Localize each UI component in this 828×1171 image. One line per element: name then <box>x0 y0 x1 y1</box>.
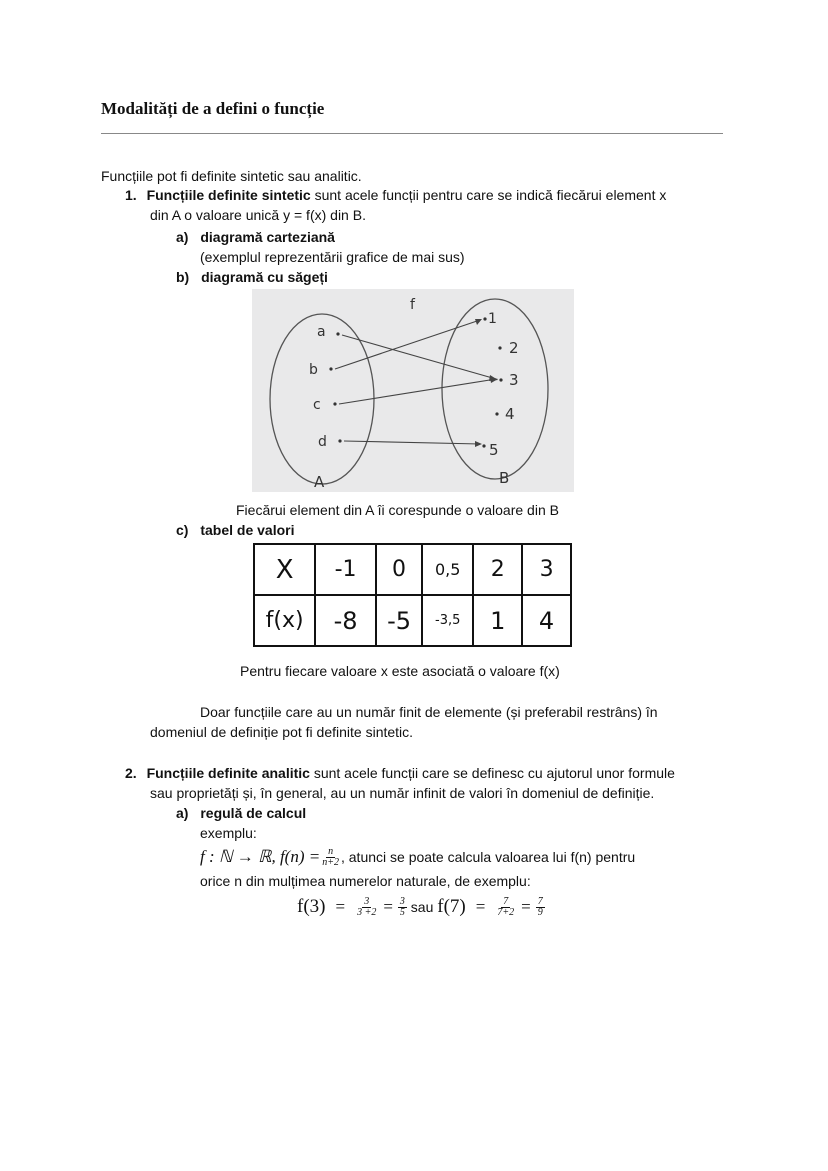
s1-a-label: a) <box>176 229 189 245</box>
arrow-b-1 <box>335 320 480 369</box>
s1-a-note: (exemplul reprezentării grafice de mai sus) <box>200 249 465 265</box>
element-a: a <box>317 324 326 340</box>
arrow-d-5 <box>344 441 480 444</box>
s1-a-title: diagramă carteziană <box>200 229 335 245</box>
element-c: c <box>313 397 321 413</box>
s2-a-title: regulă de calcul <box>200 805 307 821</box>
table-cell: -5 <box>376 595 422 646</box>
calc-eq: = <box>521 897 531 916</box>
s1-b-label: b) <box>176 269 190 285</box>
s2-a-heading <box>176 804 306 822</box>
s1-b-heading <box>176 268 328 286</box>
calc-eq: = <box>335 897 346 916</box>
element-4: 4 <box>505 405 515 423</box>
title-divider <box>101 133 723 134</box>
values-table <box>253 543 572 647</box>
s1-c-label: c) <box>176 522 189 538</box>
s1-a-heading <box>176 228 335 246</box>
formula-text: , atunci se poate calcula valoarea lui f(n) pentru <box>340 849 636 865</box>
s1-b-caption: Fiecărui element din A îi corespunde o valoare din B <box>236 502 559 518</box>
table-cell: 0 <box>376 544 422 595</box>
table-cell: -3,5 <box>422 595 473 646</box>
table-header-fx: f(x) <box>254 595 315 646</box>
calc-eq: = <box>475 897 486 916</box>
arrow-a-3 <box>342 335 496 379</box>
table-cell: -1 <box>315 544 376 595</box>
table-cell: 3 <box>522 544 571 595</box>
page-title: Modalități de a defini o funcție <box>101 99 325 118</box>
element-3: 3 <box>509 371 519 389</box>
s1-b-title: diagramă cu săgeți <box>201 269 328 285</box>
table-header-x: X <box>254 544 315 595</box>
formula-definition: f : ℕ → ℝ, f(n) = <box>200 847 321 866</box>
s1-para2: domeniul de definiție pot fi definite sintetic. <box>150 724 414 740</box>
section2-num: 2. <box>125 765 137 781</box>
arrow-c-3 <box>339 379 496 404</box>
section1-text1: sunt acele funcții pentru care se indică fiecărui element x <box>310 187 667 203</box>
section2-text2: sau proprietăți și, în general, au un număr infinit de valori în domeniul de definiție. <box>150 785 655 801</box>
calc-f3: f(3) <box>297 896 326 917</box>
table-row-fx <box>254 595 571 646</box>
set-a-label: A <box>314 473 325 491</box>
calc-sau: sau <box>406 899 438 915</box>
table-row-x <box>254 544 571 595</box>
element-b: b <box>309 362 318 378</box>
table-cell: 1 <box>473 595 522 646</box>
table-cell: 0,5 <box>422 544 473 595</box>
element-d: d <box>318 434 327 450</box>
section1-text2: din A o valoare unică y = f(x) din B. <box>150 207 366 223</box>
arrow-diagram <box>252 289 574 492</box>
section1-bold: Funcțiile definite sintetic <box>146 187 311 203</box>
s1-para1: Doar funcțiile care au un număr finit de elemente (și preferabil restrâns) în <box>200 704 658 720</box>
calc-frac-1: $\frac{3}{3 +2}$ <box>357 895 377 918</box>
s2-example-label: exemplu: <box>200 825 257 841</box>
calc-f7: f(7) <box>437 896 466 917</box>
calc-frac-3: $\frac{7}{7+2}$ <box>497 895 515 918</box>
table-cell: 2 <box>473 544 522 595</box>
section2-bold: Funcțiile definite analitic <box>146 765 310 781</box>
table-cell: -8 <box>315 595 376 646</box>
s1-c-title: tabel de valori <box>200 522 295 538</box>
calculation-line <box>297 892 545 922</box>
s2-a-label: a) <box>176 805 189 821</box>
table-cell: 4 <box>522 595 571 646</box>
formula-fraction: $\frac{n}{n+2}$ <box>322 845 339 868</box>
element-1: 1 <box>488 311 497 327</box>
arrow-diagram-svg <box>252 289 574 492</box>
calc-frac-4: $\frac{7}{9}$ <box>537 895 543 918</box>
calc-eq: = <box>383 897 393 916</box>
section2-text1: sunt acele funcții care se definesc cu ajutorul unor formule <box>309 765 675 781</box>
function-label-f: f <box>410 297 415 313</box>
s1-c-caption: Pentru fiecare valoare x este asociată o valoare f(x) <box>240 663 560 679</box>
s1-c-heading <box>176 521 295 539</box>
element-2: 2 <box>509 339 519 357</box>
section1-num: 1. <box>125 187 137 203</box>
calc-frac-2: $\frac{3}{5}$ <box>399 895 405 918</box>
intro-text: Funcțiile pot fi definite sintetic sau analitic. <box>101 168 362 184</box>
section2-heading <box>125 764 675 782</box>
section1-heading <box>125 186 666 204</box>
formula-line <box>200 844 635 870</box>
element-5: 5 <box>489 441 499 459</box>
formula-text2: orice n din mulțimea numerelor naturale, de exemplu: <box>200 873 531 889</box>
set-b-label: B <box>499 469 510 487</box>
